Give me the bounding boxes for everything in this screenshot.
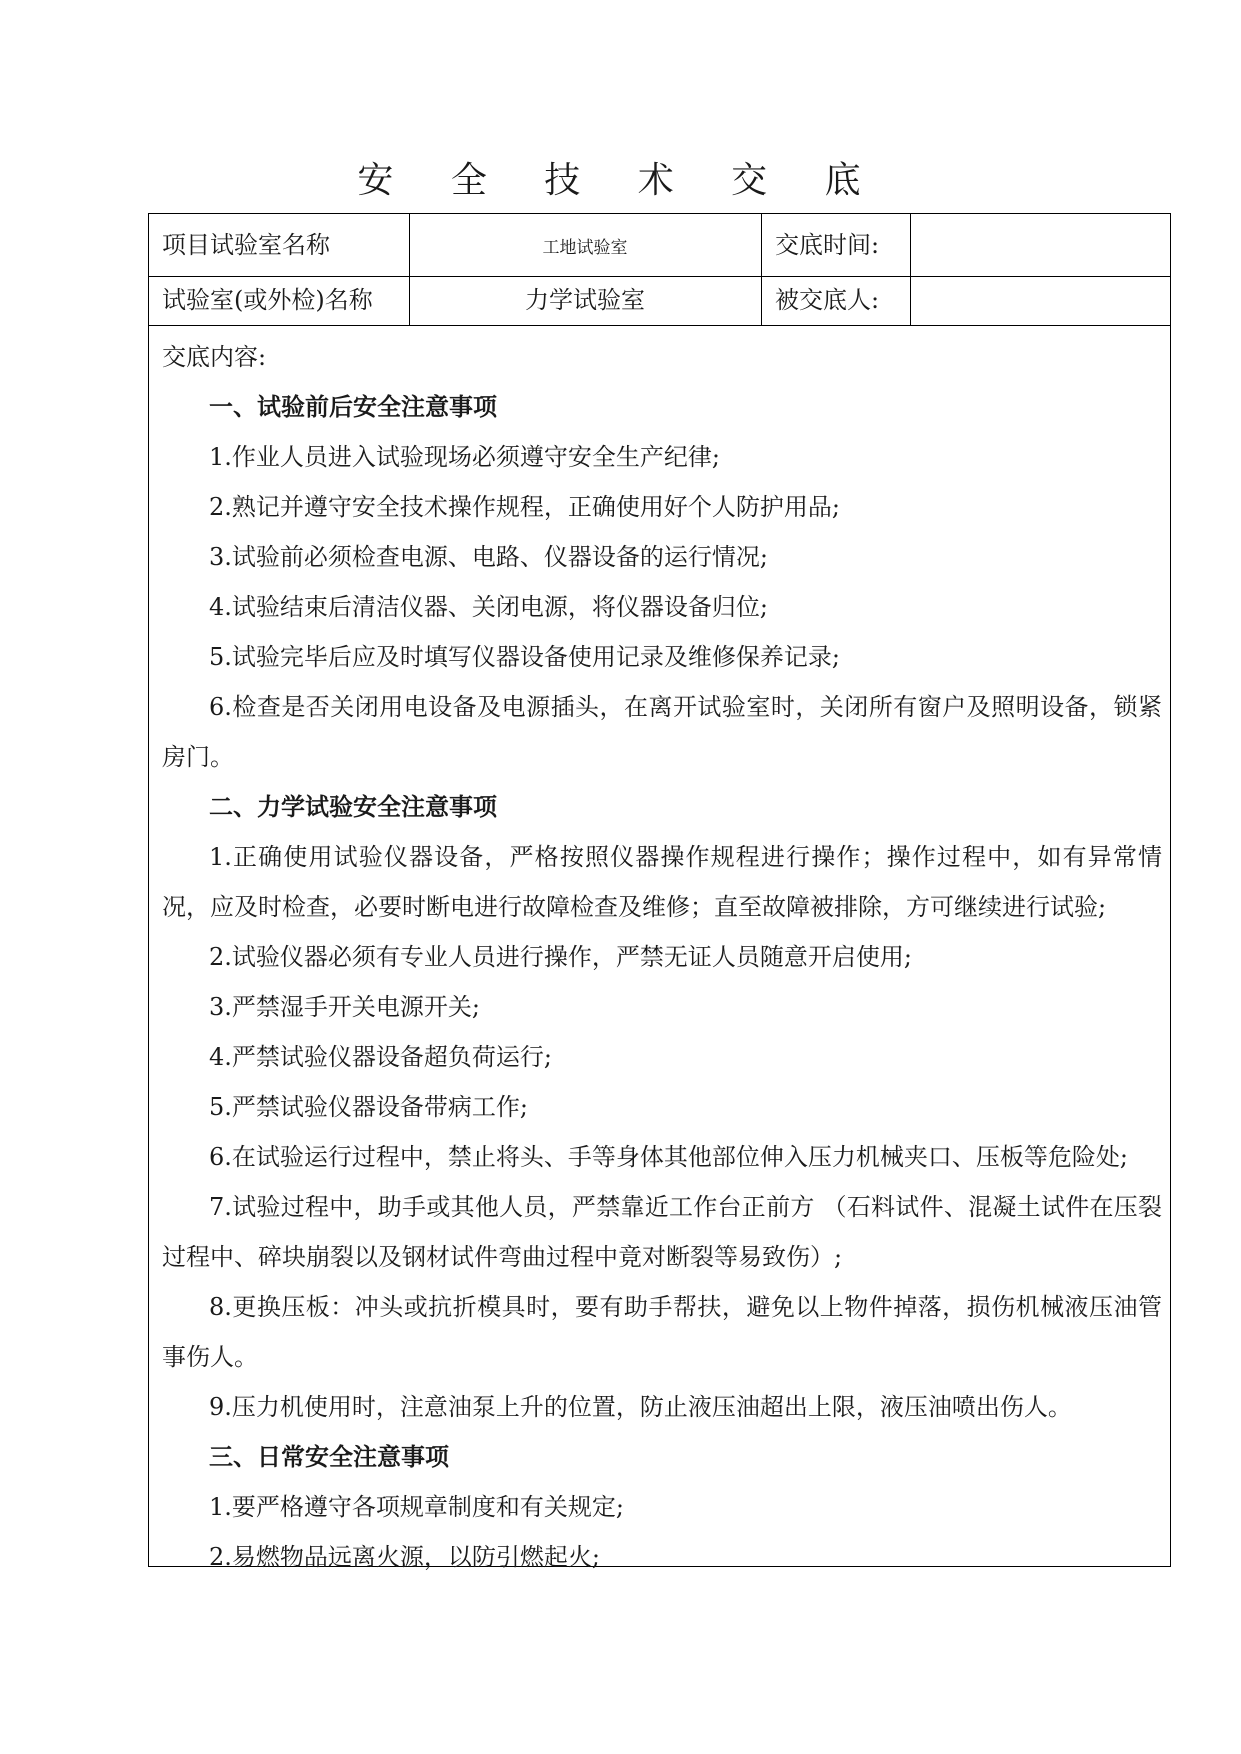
content-label: 交底内容:: [162, 343, 267, 371]
lab-name-value: 力学试验室: [525, 286, 645, 314]
section-heading: 一、试验前后安全注意事项: [209, 392, 497, 421]
project-lab-name-value: 工地试验室: [542, 238, 628, 258]
list-item: 1.要严格遵守各项规章制度和有关规定;: [209, 1493, 624, 1521]
column-divider: [910, 214, 911, 325]
list-item: 1.作业人员进入试验现场必须遵守安全生产纪律;: [209, 443, 720, 471]
project-lab-name-label: 项目试验室名称: [162, 231, 330, 259]
list-item: 4.试验结束后清洁仪器、关闭电源，将仪器设备归位;: [209, 593, 768, 621]
section-heading: 二、力学试验安全注意事项: [209, 792, 497, 821]
column-divider: [761, 214, 762, 325]
section-heading: 三、日常安全注意事项: [209, 1442, 449, 1471]
disclosure-time-label: 交底时间:: [775, 231, 880, 259]
lab-name-label: 试验室(或外检)名称: [162, 286, 373, 314]
row-divider: [149, 325, 1170, 326]
list-item: 8.更换压板：冲头或抗折模具时，要有助手帮扶，避免以上物件掉落，损伤机械液压油管事伤人。: [162, 1293, 1162, 1371]
list-item: 5.严禁试验仪器设备带病工作;: [209, 1093, 528, 1121]
recipient-label: 被交底人:: [775, 286, 880, 314]
list-item: 5.试验完毕后应及时填写仪器设备使用记录及维修保养记录;: [209, 643, 840, 671]
row-divider: [149, 276, 1170, 277]
document-title: 安 全 技 术 交 底: [357, 160, 884, 201]
list-item: 6.检查是否关闭用电设备及电源插头，在离开试验室时，关闭所有窗户及照明设备，锁紧房门。: [162, 693, 1162, 771]
list-item: 3.严禁湿手开关电源开关;: [209, 993, 480, 1021]
list-item: 7.试验过程中，助手或其他人员，严禁靠近工作台正前方 （石料试件、混凝土试件在压裂过程中、碎块崩裂以及钢材试件弯曲过程中竟对断裂等易致伤）;: [162, 1193, 1162, 1271]
list-item: 2.易燃物品远离火源，以防引燃起火;: [209, 1543, 600, 1571]
list-item: 9.压力机使用时，注意油泵上升的位置，防止液压油超出上限，液压油喷出伤人。: [209, 1393, 1072, 1421]
list-item: 1.正确使用试验仪器设备，严格按照仪器操作规程进行操作；操作过程中，如有异常情况，应及时检查，必要时断电进行故障检查及维修；直至故障被排除，方可继续进行试验;: [162, 843, 1162, 921]
disclosure-content: [162, 332, 1162, 1582]
list-item: 2.试验仪器必须有专业人员进行操作，严禁无证人员随意开启使用;: [209, 943, 912, 971]
list-item: 2.熟记并遵守安全技术操作规程，正确使用好个人防护用品;: [209, 493, 840, 521]
list-item: 6.在试验运行过程中，禁止将头、手等身体其他部位伸入压力机械夹口、压板等危险处;: [209, 1143, 1128, 1171]
list-item: 4.严禁试验仪器设备超负荷运行;: [209, 1043, 552, 1071]
list-item: 3.试验前必须检查电源、电路、仪器设备的运行情况;: [209, 543, 768, 571]
